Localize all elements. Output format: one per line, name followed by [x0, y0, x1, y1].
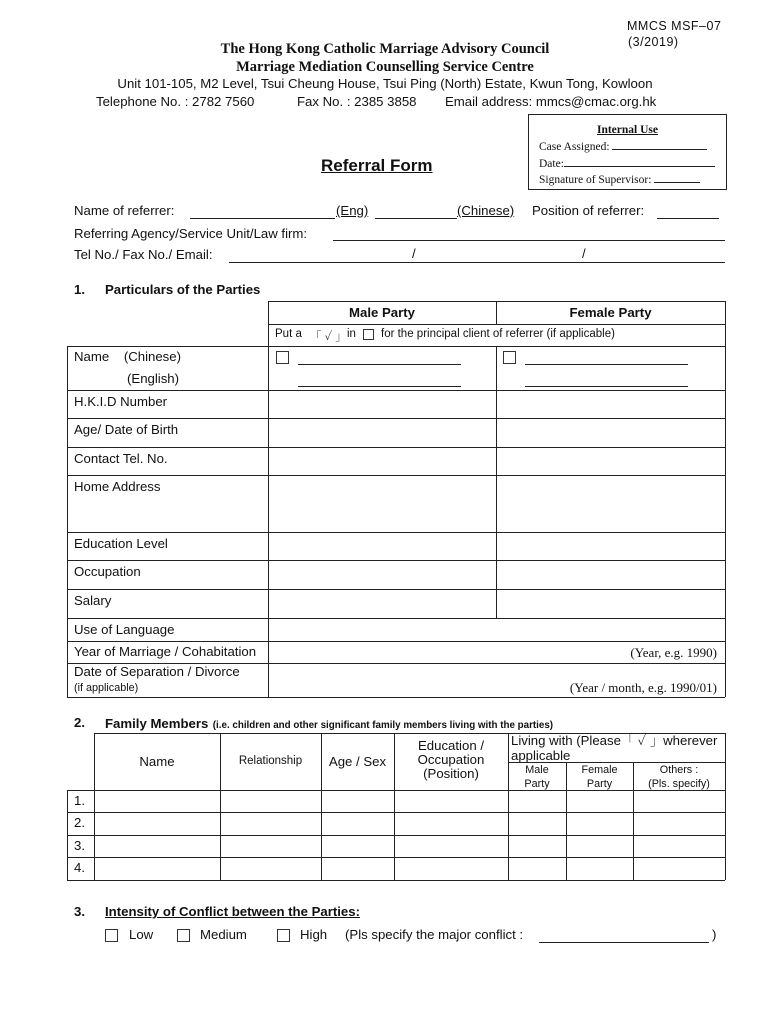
telephone: Telephone No. : 2782 7560 [96, 94, 255, 109]
contact-label: Tel No./ Fax No./ Email: [74, 247, 213, 262]
col-female-line2: Party [586, 778, 613, 790]
internal-use-box [528, 114, 727, 190]
low-label: Low [129, 927, 154, 942]
occupation-label: Occupation [74, 564, 141, 579]
tel-label: Contact Tel. No. [74, 451, 168, 466]
position-label: Position of referrer: [532, 203, 645, 218]
form-code-date: (3/2019) [628, 35, 679, 49]
section3-number: 3. [74, 904, 85, 919]
hkid-label: H.K.I.D Number [74, 394, 168, 409]
referrer-eng-field[interactable] [190, 218, 335, 219]
separation-label: Date of Separation / Divorce [74, 664, 240, 679]
marriage-label: Year of Marriage / Cohabitation [74, 644, 257, 659]
male-principal-checkbox[interactable] [276, 351, 289, 364]
col-living-line2: applicable [511, 747, 571, 763]
section3-heading: Intensity of Conflict between the Parties: [105, 904, 360, 919]
col-others-line2: (Pls. specify) [648, 778, 710, 790]
signature-field[interactable] [654, 171, 700, 183]
page-title: Referral Form [321, 156, 433, 175]
col-female-header [566, 763, 633, 791]
col-relationship-header: Relationship [238, 755, 303, 767]
high-checkbox[interactable] [277, 929, 290, 942]
slash-1: / [412, 246, 416, 261]
female-principal-checkbox[interactable] [503, 351, 516, 364]
medium-label: Medium [200, 927, 247, 942]
position-field[interactable] [657, 218, 719, 219]
col-living-header [511, 734, 717, 763]
eng-label: (Eng) [336, 203, 369, 218]
case-assigned-label: Case Assigned: [539, 141, 610, 153]
table-row-number: 4. [74, 860, 85, 875]
email: Email address: mmcs@cmac.org.hk [445, 94, 657, 109]
agency-field[interactable] [333, 240, 725, 241]
major-conflict-field[interactable] [539, 942, 709, 943]
case-assigned-field[interactable] [612, 138, 707, 150]
col-education-header [394, 739, 508, 781]
col-age-header: Age / Sex [328, 754, 387, 769]
separation-note: (if applicable) [74, 682, 139, 694]
close-paren: ) [712, 927, 717, 942]
language-label: Use of Language [74, 622, 175, 637]
education-label: Education Level [74, 536, 168, 551]
centre-name: Marriage Mediation Counselling Service Centre [236, 59, 534, 75]
in-text: in [347, 328, 356, 340]
low-checkbox[interactable] [105, 929, 118, 942]
col-male-line1: Male [525, 764, 549, 776]
col-education-line1: Education / [418, 738, 484, 753]
male-name-english-field[interactable] [298, 386, 461, 387]
female-name-chinese-field[interactable] [525, 364, 688, 365]
form-code-number: MMCS MSF–07 [627, 19, 722, 33]
put-a-text: Put a [275, 328, 302, 340]
col-male-header [508, 763, 566, 791]
centre-address: Unit 101-105, M2 Level, Tsui Cheung House, Tsui Ping (North) Estate, Kwun Tong, Kowloon [117, 76, 653, 91]
section2-heading-note: (i.e. children and other significant family members living with the parties) [212, 720, 554, 731]
principal-note: for the principal client of referrer (if applicable) [381, 328, 615, 340]
signature-label: Signature of Supervisor: [539, 174, 652, 186]
fax: Fax No. : 2385 3858 [297, 94, 417, 109]
male-name-chinese-field[interactable] [298, 364, 461, 365]
high-label: High [300, 927, 328, 942]
tick-mark-text: 「 ✓ 」 [310, 331, 347, 343]
date-field[interactable] [564, 155, 715, 167]
table-row-number: 3. [74, 838, 85, 853]
medium-checkbox[interactable] [177, 929, 190, 942]
chinese-label: (Chinese) [457, 203, 515, 218]
slash-2: / [582, 246, 586, 261]
agency-label: Referring Agency/Service Unit/Law firm: [74, 226, 308, 241]
section2-number: 2. [74, 715, 85, 730]
date-label: Date: [539, 157, 564, 170]
col-name-header: Name [139, 754, 175, 769]
section1-heading: Particulars of the Parties [105, 282, 261, 297]
org-name: The Hong Kong Catholic Marriage Advisory Council [220, 41, 550, 57]
male-party-header: Male Party [349, 305, 415, 320]
female-party-header: Female Party [569, 305, 652, 320]
referrer-name-label: Name of referrer: [74, 203, 175, 218]
referrer-chinese-field[interactable] [375, 218, 457, 219]
separation-hint: (Year / month, e.g. 1990/01) [569, 680, 717, 695]
contact-field[interactable] [229, 262, 725, 263]
col-others-line1: Others : [659, 764, 699, 776]
salary-label: Salary [74, 593, 112, 608]
section1-number: 1. [74, 282, 85, 297]
internal-use-heading: Internal Use [596, 124, 658, 136]
col-living-line1: Living with (Please「 ✓ 」wherever [511, 733, 718, 748]
name-english-label: (English) [127, 371, 180, 386]
age-label: Age/ Date of Birth [74, 422, 179, 437]
col-others-header [633, 763, 725, 791]
col-male-line2: Party [524, 778, 550, 790]
female-name-english-field[interactable] [525, 386, 688, 387]
specify-conflict-label: (Pls specify the major conflict : [345, 927, 524, 942]
legend-checkbox-icon [363, 329, 374, 340]
marriage-hint: (Year, e.g. 1990) [630, 645, 717, 660]
section2-heading: Family Members [105, 716, 209, 731]
col-education-line3: (Position) [423, 766, 479, 781]
col-female-line1: Female [581, 764, 618, 776]
table-row-number: 2. [74, 815, 85, 830]
address-label: Home Address [74, 479, 161, 494]
col-education-line2: Occupation [417, 752, 485, 767]
name-chinese-label: Name (Chinese) [74, 349, 182, 364]
table-row-number: 1. [74, 793, 85, 808]
